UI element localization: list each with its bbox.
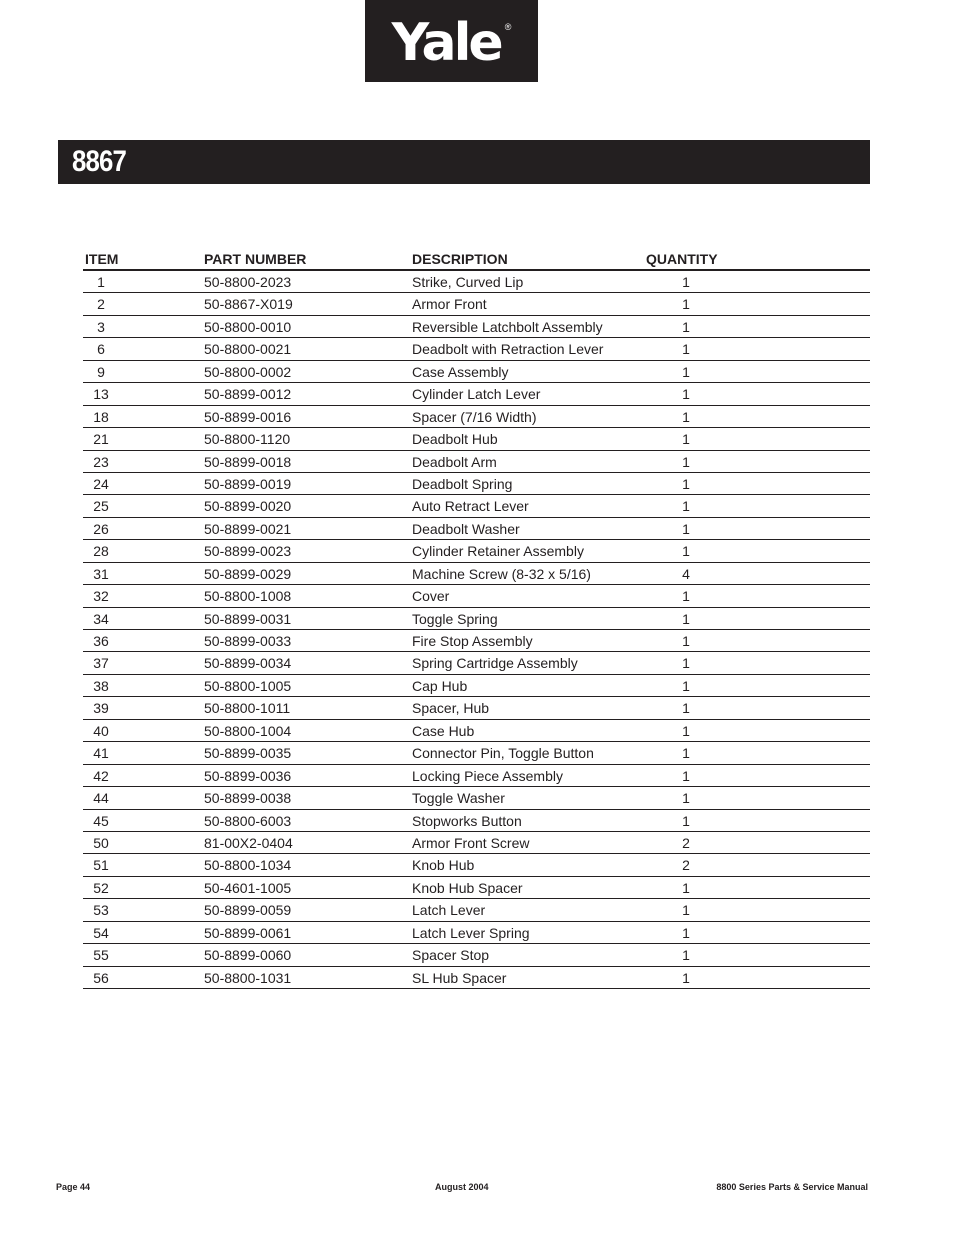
part-number-cell: 50-8899-0038 [204,790,292,807]
quantity-cell: 1 [682,700,690,717]
quantity-cell: 1 [682,588,690,605]
item-cell: 37 [93,655,109,672]
table-row [83,585,870,607]
part-number-cell: 50-8899-0035 [204,745,292,762]
quantity-cell: 1 [682,475,690,492]
item-cell: 25 [93,498,109,515]
quantity-cell: 1 [682,408,690,425]
description-cell: Cylinder Latch Lever [412,386,541,403]
part-number-cell: 50-8899-0023 [204,543,292,560]
description-cell: Deadbolt Arm [412,453,497,470]
table-row [83,854,870,876]
item-cell: 40 [93,722,109,739]
table-row [83,877,870,899]
item-cell: 51 [93,857,109,874]
table-row [83,810,870,832]
quantity-cell: 1 [682,812,690,829]
item-cell: 26 [93,520,109,537]
item-cell: 18 [93,408,109,425]
item-cell: 32 [93,588,109,605]
item-cell: 45 [93,812,109,829]
quantity-cell: 1 [682,633,690,649]
table-row [83,495,870,517]
item-cell: 23 [93,453,109,470]
part-number-cell: 50-8800-0010 [204,318,292,335]
table-row [83,316,870,338]
description-cell: Latch Lever Spring [412,924,530,941]
table-row [83,293,870,315]
quantity-cell: 1 [682,520,690,537]
description-cell: Machine Screw (8-32 x 5/16) [412,565,591,582]
parts-table [83,250,870,989]
item-cell: 39 [93,700,109,717]
header-part-number: PART NUMBER [204,251,307,267]
quantity-cell: 1 [682,767,690,784]
description-cell: Armor Front [412,296,487,313]
description-cell: Spacer, Hub [412,700,490,717]
item-cell: 56 [93,969,109,986]
quantity-cell: 1 [682,453,690,470]
item-cell: 28 [93,543,109,560]
item-cell: 24 [93,475,109,492]
description-cell: Spacer Stop [412,947,490,964]
registered-mark: ® [504,22,512,32]
quantity-cell: 1 [682,274,690,290]
description-cell: Deadbolt Hub [412,431,498,448]
description-cell: Auto Retract Lever [412,498,529,515]
item-cell: 31 [93,565,109,582]
table-row [83,428,870,450]
item-cell: 3 [97,318,105,335]
description-cell: Deadbolt with Retraction Lever [412,341,604,358]
table-row [83,922,870,944]
quantity-cell: 1 [682,924,690,941]
description-cell: Spring Cartridge Assembly [412,655,578,672]
table-row [83,899,870,921]
item-cell: 50 [93,834,109,851]
description-cell: Case Hub [412,722,475,739]
part-number-cell: 50-8899-0020 [204,498,292,515]
part-number-cell: 50-8899-0036 [204,767,292,784]
table-row [83,697,870,719]
table-row [83,518,870,540]
description-cell: Strike, Curved Lip [412,274,524,290]
part-number-cell: 50-8800-6003 [204,812,292,829]
item-cell: 2 [97,296,105,313]
table-row [83,630,870,652]
table-header [83,250,870,271]
description-cell: Deadbolt Spring [412,475,513,492]
quantity-cell: 1 [682,296,690,313]
part-number-cell: 50-8800-0002 [204,363,292,380]
quantity-cell: 1 [682,879,690,896]
part-number-cell: 50-8800-1011 [204,700,291,717]
part-number-cell: 50-8800-1008 [204,588,292,605]
header-quantity: QUANTITY [646,251,718,267]
quantity-cell: 1 [682,902,690,919]
quantity-cell: 1 [682,947,690,964]
table-row [83,383,870,405]
item-cell: 6 [97,341,105,358]
item-cell: 36 [93,633,109,649]
table-row [83,563,870,585]
part-number-cell: 50-8899-0012 [204,386,292,403]
part-number-cell: 50-8800-1031 [204,969,292,986]
table-row [83,967,870,989]
part-number-cell: 50-8899-0059 [204,902,292,919]
part-number-cell: 81-00X2-0404 [204,834,293,851]
logo-wordmark: Yale [391,13,501,73]
header-item: ITEM [85,251,119,267]
part-number-cell: 50-8899-0034 [204,655,292,672]
header-description: DESCRIPTION [412,251,508,267]
description-cell: Cap Hub [412,677,468,694]
part-number-cell: 50-8867-X019 [204,296,293,313]
table-row [83,720,870,742]
model-number-title: 8867 [72,145,126,178]
quantity-cell: 1 [682,745,690,762]
description-cell: Cylinder Retainer Assembly [412,543,584,560]
model-banner [58,140,870,184]
description-cell: SL Hub Spacer [412,969,507,986]
table-row [83,944,870,966]
item-cell: 41 [93,745,109,762]
part-number-cell: 50-8800-2023 [204,274,292,290]
quantity-cell: 1 [682,969,690,986]
part-number-cell: 50-8800-1034 [204,857,292,874]
part-number-cell: 50-8800-0021 [204,341,292,358]
part-number-cell: 50-8800-1005 [204,677,292,694]
item-cell: 38 [93,677,109,694]
table-row [83,338,870,360]
part-number-cell: 50-8899-0031 [204,610,292,627]
part-number-cell: 50-8899-0061 [204,924,292,941]
quantity-cell: 4 [682,565,690,582]
part-number-cell: 50-8899-0033 [204,633,292,649]
item-cell: 44 [93,790,109,807]
quantity-cell: 1 [682,677,690,694]
quantity-cell: 1 [682,431,690,448]
item-cell: 21 [93,431,109,448]
quantity-cell: 2 [682,857,690,874]
item-cell: 55 [93,947,109,964]
quantity-cell: 1 [682,386,690,403]
quantity-cell: 1 [682,722,690,739]
description-cell: Stopworks Button [412,812,522,829]
table-row [83,361,870,383]
item-cell: 53 [93,902,109,919]
description-cell: Latch Lever [412,902,486,919]
description-cell: Fire Stop Assembly [412,633,533,649]
table-body [83,271,870,989]
description-cell: Knob Hub Spacer [412,879,523,896]
item-cell: 13 [93,386,109,403]
description-cell: Cover [412,588,450,605]
description-cell: Case Assembly [412,363,509,380]
quantity-cell: 1 [682,498,690,515]
table-row [83,652,870,674]
footer-date: August 2004 [435,1182,489,1192]
footer-manual-title: 8800 Series Parts & Service Manual [716,1182,868,1192]
item-cell: 52 [93,879,109,896]
quantity-cell: 1 [682,655,690,672]
item-cell: 42 [93,767,109,784]
quantity-cell: 1 [682,610,690,627]
quantity-cell: 1 [682,341,690,358]
description-cell: Reversible Latchbolt Assembly [412,318,603,335]
table-row [83,832,870,854]
description-cell: Knob Hub [412,857,475,874]
part-number-cell: 50-8899-0060 [204,947,292,964]
part-number-cell: 50-8899-0018 [204,453,292,470]
description-cell: Locking Piece Assembly [412,767,563,784]
quantity-cell: 2 [682,834,690,851]
part-number-cell: 50-8899-0019 [204,475,292,492]
table-row [83,473,870,495]
table-row [83,406,870,428]
part-number-cell: 50-8800-1120 [204,431,291,448]
quantity-cell: 1 [682,790,690,807]
footer-page-number: Page 44 [56,1182,91,1192]
part-number-cell: 50-8800-1004 [204,722,292,739]
description-cell: Armor Front Screw [412,834,530,851]
part-number-cell: 50-8899-0016 [204,408,292,425]
description-cell: Toggle Spring [412,610,498,627]
item-cell: 9 [97,363,105,380]
table-row [83,765,870,787]
part-number-cell: 50-8899-0029 [204,565,292,582]
description-cell: Connector Pin, Toggle Button [412,745,594,762]
table-row [83,787,870,809]
table-row [83,540,870,562]
item-cell: 34 [93,610,109,627]
table-row [83,608,870,630]
description-cell: Spacer (7/16 Width) [412,408,537,425]
part-number-cell: 50-4601-1005 [204,879,292,896]
quantity-cell: 1 [682,543,690,560]
part-number-cell: 50-8899-0021 [204,520,292,537]
item-cell: 54 [93,924,109,941]
table-row [83,451,870,473]
table-row [83,271,870,293]
item-cell: 1 [97,274,105,290]
description-cell: Deadbolt Washer [412,520,520,537]
table-row [83,742,870,764]
quantity-cell: 1 [682,363,690,380]
quantity-cell: 1 [682,318,690,335]
table-row [83,675,870,697]
yale-logo [365,0,538,82]
description-cell: Toggle Washer [412,790,505,807]
